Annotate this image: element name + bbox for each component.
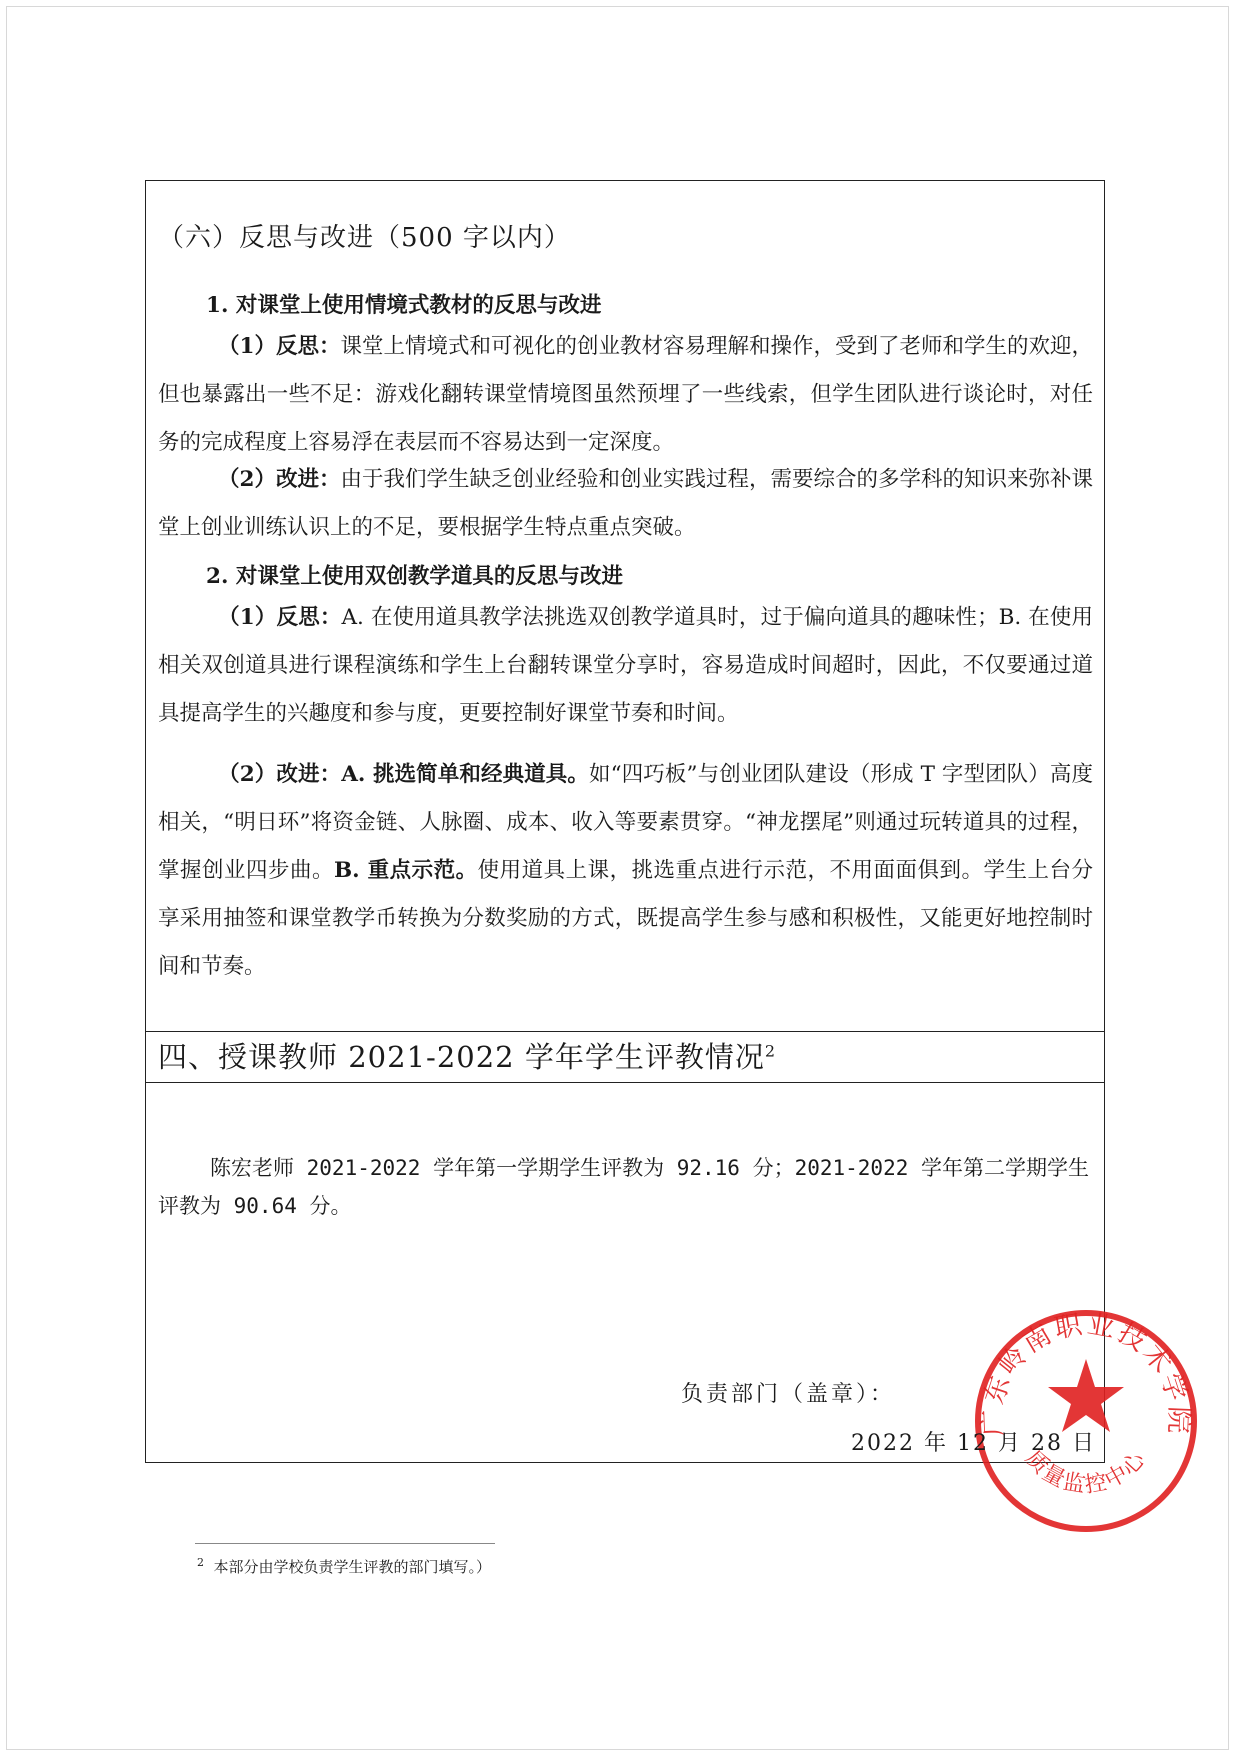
form-table bbox=[145, 180, 1195, 1499]
item1-improvement-paragraph bbox=[158, 456, 1093, 552]
footnote-text: 本部分由学校负责学生评教的部门填写。） bbox=[213, 1558, 492, 1576]
section-reflection bbox=[146, 181, 1104, 1043]
section-four-title: 四、授课教师 2021-2022 学年学生评教情况$^2$ bbox=[158, 1040, 777, 1074]
official-seal bbox=[966, 1301, 1206, 1541]
item2-improvement-paragraph bbox=[158, 751, 1093, 991]
row-divider bbox=[146, 1031, 1104, 1032]
item1-reflect-text: 课堂上情境式和可视化的创业教材容易理解和操作，受到了老师和学生的欢迎，但也暴露出一些不足：游戏化翻转课堂情境图虽然预埋了一些线索，但学生团队进行谈论时，对任务的完成程度上容易浮在表层而不容易达到一定深度。 bbox=[158, 334, 1093, 455]
item1-heading: 1. 对课堂上使用情境式教材的反思与改进 bbox=[206, 293, 602, 318]
item2-improve-text1: 如“四巧板”与创业团队建设（形成 T 字型团队）高度相关，“明日环”将资金链、人脉圈、成本、收入等要素贯穿。“神龙摆尾”则通过玩转道具的过程，掌握创业四步曲。 bbox=[158, 762, 1093, 883]
item2-improve-text2: 使用道具上课，挑选重点进行示范，不用面面俱到。学生上台分享采用抽签和课堂教学币转换为分数奖励的方式，既提高学生参与感和积极性，又能更好地控制时间和节奏。 bbox=[158, 858, 1093, 979]
item2-heading: 2. 对课堂上使用双创教学道具的反思与改进 bbox=[206, 564, 623, 589]
item2-improve-label: （2）改进：A. 挑选简单和经典道具。 bbox=[218, 762, 589, 787]
footnote bbox=[197, 1556, 491, 1577]
footnote-ref: 2 bbox=[764, 1041, 777, 1061]
footnote-mark: 2 bbox=[197, 1556, 204, 1569]
signature-date: 2022 年 12 月 28 日 bbox=[851, 1431, 1096, 1456]
item1-improve-text: 由于我们学生缺乏创业经验和创业实践过程，需要综合的多学科的知识来弥补课堂上创业训练认识上的不足，要根据学生特点重点突破。 bbox=[158, 467, 1093, 540]
footnote-divider bbox=[195, 1543, 495, 1544]
item2-reflection-paragraph bbox=[158, 594, 1093, 738]
evaluation-text: 陈宏老师 2021-2022 学年第一学期学生评教为 92.16 分；2021-2022 学年第二学期学生评教为 90.64 分。 bbox=[158, 1156, 1090, 1218]
item2-reflect-label: （1）反思： bbox=[218, 605, 342, 630]
item1-improve-label: （2）改进： bbox=[218, 467, 341, 492]
department-stamp-label: 负责部门（盖章）： bbox=[681, 1382, 896, 1407]
item2-reflect-text: A. 在使用道具教学法挑选双创教学道具时，过于偏向道具的趣味性；B. 在使用相关双创道具进行课程演练和学生上台翻转课堂分享时，容易造成时间超时，因此，不仅要通过道具提高学生的兴趣度和参与度，更要控制好课堂节奏和时间。 bbox=[158, 605, 1093, 726]
item1-reflect-label: （1）反思： bbox=[218, 334, 341, 359]
item1-reflection-paragraph bbox=[158, 323, 1093, 467]
svg-text:广东岭南职业技术学院: 广东岭南职业技术学院 bbox=[977, 1308, 1195, 1437]
row-divider bbox=[146, 1082, 1104, 1083]
item2-improve-label2: B. 重点示范。 bbox=[333, 858, 478, 883]
section-title: （六）反思与改进（500 字以内） bbox=[158, 223, 571, 253]
svg-text:质量监控中心: 质量监控中心 bbox=[1020, 1446, 1152, 1499]
